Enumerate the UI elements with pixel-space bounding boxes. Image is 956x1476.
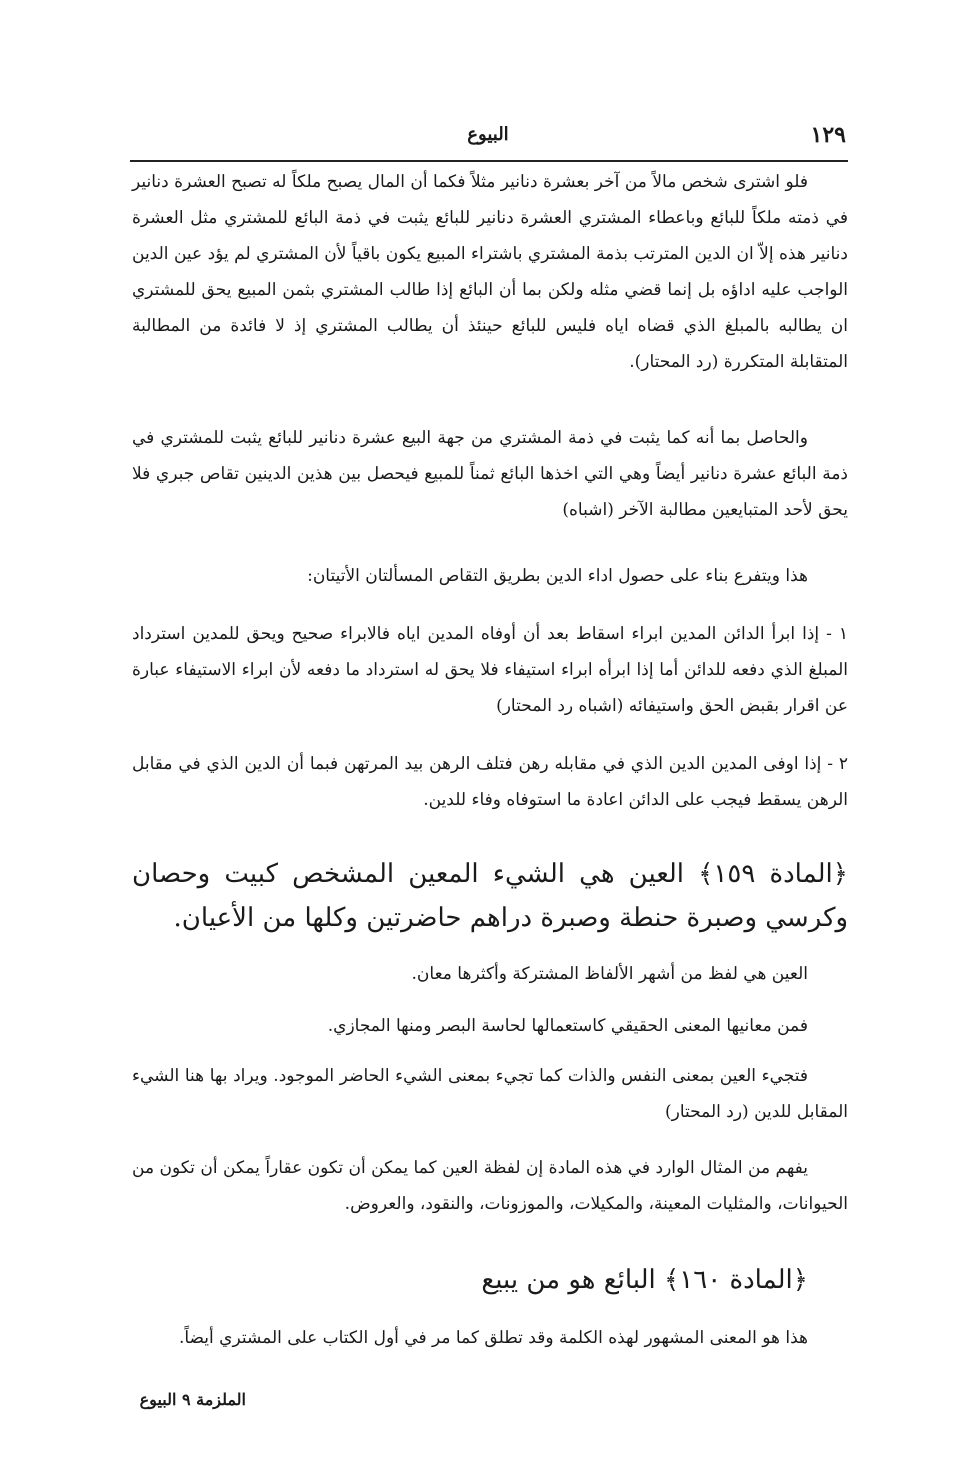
numbered-item-1: ١ - إذا ابرأ الدائن المدين ابراء اسقاط بعد أن أوفاه المدين اياه فالابراء صحيح ويحق للمدين استرداد المبلغ الذي دفعه للدائن أما إذا ابرأه ابراء استيفاء فلا يحق له استرداد ما دفعه لأن ابراء الاستيفاء عبارة عن اقرار بقبض الحق واستيفائه (اشباه رد المحتار) <box>132 624 848 716</box>
article-160: ﴿المادة ١٦٠﴾ البائع هو من يبيع <box>481 1265 808 1295</box>
paragraph-1: فلو اشترى شخص مالاً من آخر بعشرة دنانير مثلاً فكما أن المال يصبح ملكاً له تصبح العشرة دنانير في ذمته ملكاً للبائع وباعطاء المشتري العشرة دنانير للبائع يثبت في ذمة البائع للمشتري مثل العشرة دنانير هذه إلاّ ان الدين المترتب بذمة المشتري باشتراء المبيع يكون باقياً لأن المشتري لم يؤد عين الدين الواجب عليه اداؤه بل إنما قضي مثله ولكن بما أن البائع إذا طالب المشتري بثمن المبيع يحق للمشتري ان يطالبه بالمبلغ الذي قضاه اياه فليس للبائع حينئذ أن يطالب المشتري إذ لا فائدة من المطالبة المتقابلة المتكررة (رد المحتار). <box>132 172 848 372</box>
paragraph-2: والحاصل بما أنه كما يثبت في ذمة المشتري من جهة البيع عشرة دنانير للبائع يثبت للمشتري في ذمة البائع عشرة دنانير أيضاً وهي التي اخذها البائع ثمناً للمبيع فيحصل بين هذين الدينين تقاص جبري فلا يحق لأحد المتبايعين مطالبة الآخر (اشباه) <box>132 428 848 520</box>
paragraph-4: العين هي لفظ من أشهر الألفاظ المشتركة وأكثرها معان. <box>411 964 808 984</box>
paragraph-6: فتجيء العين بمعنى النفس والذات كما تجيء بمعنى الشيء الحاضر الموجود. ويراد بها هنا الشيء المقابل للدين (رد المحتار) <box>132 1066 848 1122</box>
paragraph-3: هذا ويتفرع بناء على حصول اداء الدين بطريق التقاص المسألتان الأتيتان: <box>307 566 808 586</box>
paragraph-5: فمن معانيها المعنى الحقيقي كاستعمالها لحاسة البصر ومنها المجازي. <box>327 1016 808 1036</box>
page-number: ١٢٩ <box>810 122 846 148</box>
header-title: البيوع <box>467 124 509 145</box>
header-rule <box>130 160 848 162</box>
running-header <box>130 122 846 156</box>
article-159: ﴿المادة ١٥٩﴾ العين هي الشيء المعين المشخص كبيت وحصان وكرسي وصبرة حنطة وصبرة دراهم حاضرتين وكلها من الأعيان. <box>132 859 848 933</box>
paragraph-8: هذا هو المعنى المشهور لهذه الكلمة وقد تطلق كما مر في أول الكتاب على المشتري أيضاً. <box>178 1328 808 1348</box>
signature-mark: الملزمة ٩ البيوع <box>139 1390 246 1409</box>
paragraph-7: يفهم من المثال الوارد في هذه المادة إن لفظة العين كما يمكن أن تكون عقاراً يمكن أن تكون من الحيوانات، والمثليات المعينة، والمكيلات، والموزونات، والنقود، والعروض. <box>132 1158 848 1214</box>
numbered-item-2: ٢ - إذا اوفى المدين الدين الذي في مقابله رهن فتلف الرهن بيد المرتهن فبما أن الدين الذي في مقابل الرهن يسقط فيجب على الدائن اعادة ما استوفاه وفاء للدين. <box>132 754 848 810</box>
